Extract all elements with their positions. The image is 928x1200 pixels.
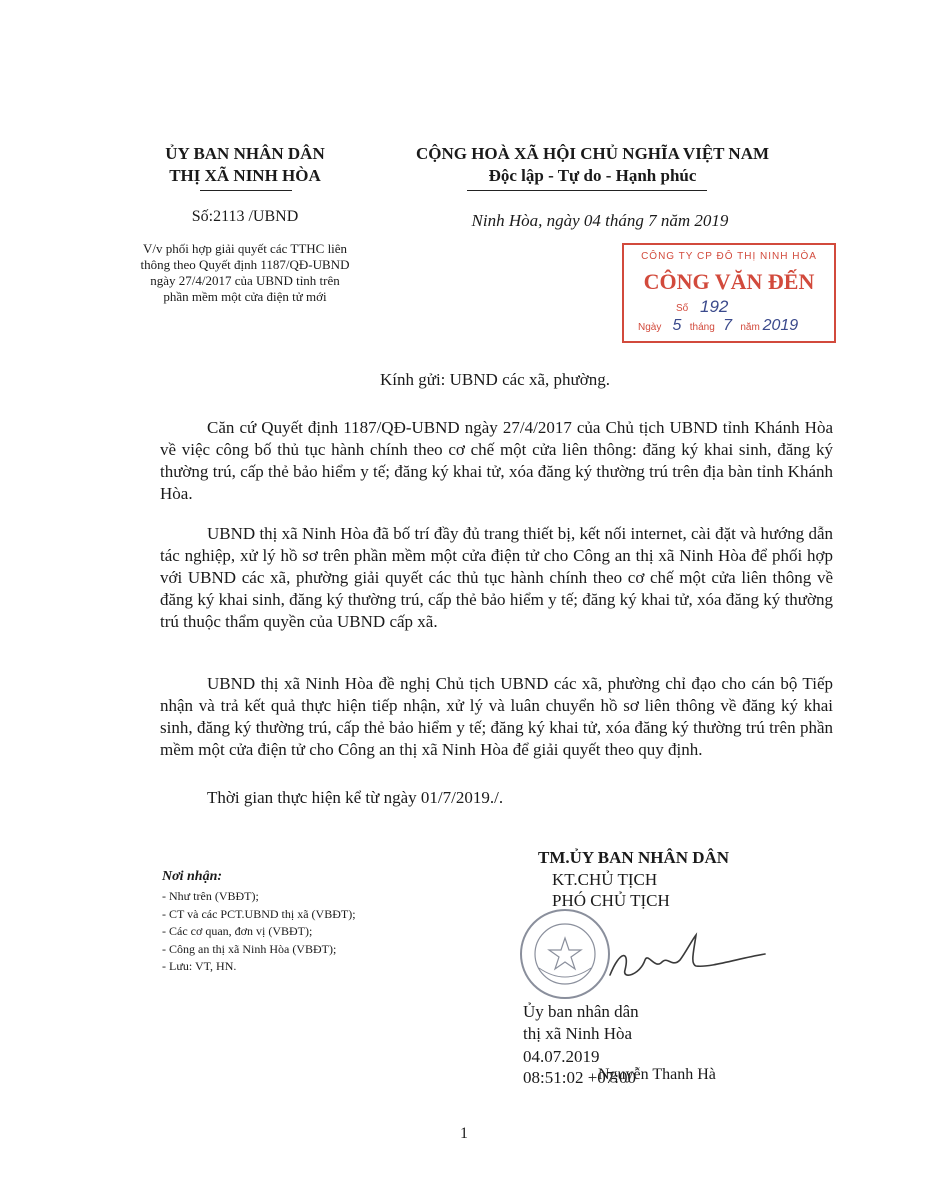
digital-signature-line: thị xã Ninh Hòa [523,1024,633,1043]
issuer-underline [200,190,292,191]
stamp-day-value: 5 [672,317,682,334]
place-and-date: Ninh Hòa, ngày 04 tháng 7 năm 2019 [471,211,729,230]
stamp-company: CÔNG TY CP ĐÔ THỊ NINH HÒA [641,251,817,262]
motto-underline [467,190,707,191]
body-paragraph: Căn cứ Quyết định 1187/QĐ-UBND ngày 27/4/2017 của Chủ tịch UBND tỉnh Khánh Hòa về việc công bố thủ tục hành chính theo cơ chế một cửa liên thông: đăng ký khai sinh, đăng ký thường trú, cấp thẻ bảo hiểm y tế; đăng ký khai tử, xóa đăng ký thường trú trên địa bàn tỉnh Khánh Hòa. [160,418,833,503]
recipient-greeting: Kính gửi: UBND các xã, phường. [380,370,610,389]
issuer-name-line2: THỊ XÃ NINH HÒA [169,166,321,185]
recipients-list [162,888,356,976]
document-subject [130,241,360,305]
subject-line: ngày 27/4/2017 của UBND tỉnh trên [150,273,340,288]
list-item: - Như trên (VBĐT); [162,889,259,903]
stamp-title: CÔNG VĂN ĐẾN [643,269,815,294]
document-number: Số:2113 /UBND [191,208,299,225]
stamp-year-label: năm [740,322,760,333]
digital-signature-line: 08:51:02 +07:00 [523,1068,637,1087]
stamp-month-value: 7 [723,317,733,334]
incoming-document-stamp [622,243,836,343]
body-paragraph: Thời gian thực hiện kể từ ngày 01/7/2019./. [207,788,504,807]
stamp-day-label: Ngày [638,322,662,333]
subject-line: thông theo Quyết định 1187/QĐ-UBND [140,257,350,272]
national-title: CỘNG HOÀ XÃ HỘI CHỦ NGHĨA VIỆT NAM [415,144,770,163]
official-seal-icon [519,908,611,1000]
stamp-number-value: 192 [700,297,729,316]
subject-line: phần mềm một cửa điện tử mới [163,289,327,304]
list-item: - CT và các PCT.UBND thị xã (VBĐT); [162,906,356,921]
digital-signature-line: Ủy ban nhân dân [523,1002,639,1021]
body-paragraph: UBND thị xã Ninh Hòa đã bố trí đầy đủ trang thiết bị, kết nối internet, cài đặt và hướng dẫn tác nghiệp, xử lý hồ sơ trên phần mềm một cửa điện tử cho Công an thị xã Ninh Hòa để phối hợp với UBND các xã, phường giải quyết các thủ tục hành chính theo cơ chế một cửa liên thông về đăng ký khai sinh, đăng ký thường trú, cấp thẻ bảo hiểm y tế; đăng ký khai tử, xóa đăng ký thường trú thuộc thẩm quyền của UBND cấp xã. [160,524,833,631]
stamp-month-label: tháng [689,322,715,333]
list-item: - Công an thị xã Ninh Hòa (VBĐT); [162,941,337,956]
subject-line: V/v phối hợp giải quyết các TTHC liên [142,241,348,256]
page-number: 1 [460,1125,468,1142]
digital-signature-line: 04.07.2019 [523,1047,600,1066]
signature-on-behalf: KT.CHỦ TỊCH [552,870,658,889]
stamp-date-row [638,317,798,335]
list-item: - Các cơ quan, đơn vị (VBĐT); [162,924,313,938]
signature-position: PHÓ CHỦ TỊCH [552,891,670,910]
body-paragraph: UBND thị xã Ninh Hòa đề nghị Chủ tịch UBND các xã, phường chỉ đạo cho cán bộ Tiếp nhận và trả kết quả thực hiện tiếp nhận, xử lý và luân chuyển hồ sơ liên thông về đăng ký khai sinh, đăng ký thường trú, cấp thẻ bảo hiểm y tế; đăng ký khai tử, xóa đăng ký thường trú trên phần mềm một cửa điện tử cho Công an thị xã Ninh Hòa để giải quyết theo quy định. [160,674,833,759]
signature-organization: TM.ỦY BAN NHÂN DÂN [538,848,730,867]
list-item: - Lưu: VT, HN. [162,959,237,973]
signer-name: Nguyễn Thanh Hà [598,1066,716,1083]
issuer-name-line1: ỦY BAN NHÂN DÂN [165,144,325,163]
stamp-year-value: 2019 [762,317,799,334]
national-motto: Độc lập - Tự do - Hạnh phúc [488,166,697,185]
stamp-number-label: Số [676,303,689,314]
handwritten-signature-icon [600,930,770,990]
recipients-title: Nơi nhận: [162,869,223,884]
